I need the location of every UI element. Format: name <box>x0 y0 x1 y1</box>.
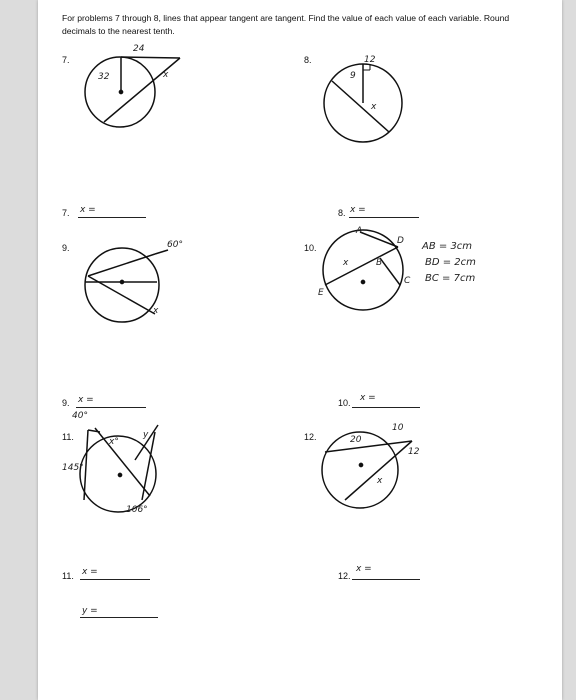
answer-var-7: x = <box>80 205 96 215</box>
answer-label-12: 12. <box>338 571 351 581</box>
answer-var-11: x = <box>82 567 98 577</box>
label-145deg: 145° <box>62 463 84 473</box>
label-x-12: x <box>377 476 383 486</box>
diagram-8 <box>324 64 402 142</box>
label-B: B <box>376 258 383 268</box>
answer-var-11-y: y = <box>82 606 98 616</box>
label-x-11: x° <box>109 437 119 447</box>
answer-line-10[interactable] <box>352 407 420 408</box>
label-12: 12 <box>364 55 376 65</box>
given-BD: BD = 2cm <box>425 257 476 268</box>
label-x-7: x <box>163 70 169 80</box>
answer-line-8[interactable] <box>349 217 419 218</box>
label-y-11: y <box>143 430 149 440</box>
problem-number-10: 10. <box>304 243 317 253</box>
answer-label-8: 8. <box>338 208 346 218</box>
label-D: D <box>397 236 404 246</box>
answer-line-12[interactable] <box>352 579 420 580</box>
label-20: 20 <box>350 435 362 445</box>
answer-label-9: 9. <box>62 398 70 408</box>
answer-label-11: 11. <box>62 571 74 581</box>
problem-number-9: 9. <box>62 243 70 253</box>
answer-var-8: x = <box>350 205 366 215</box>
answer-var-9: x = <box>78 395 94 405</box>
answer-var-12: x = <box>356 564 372 574</box>
label-E: E <box>318 288 324 298</box>
label-60deg: 60° <box>167 240 183 250</box>
label-10: 10 <box>392 423 404 433</box>
diagram-12 <box>322 432 412 508</box>
label-106deg: 106° <box>126 505 148 515</box>
diagram-7 <box>85 57 180 127</box>
label-32: 32 <box>98 72 110 82</box>
label-x-9: x <box>153 306 159 316</box>
given-BC: BC = 7cm <box>425 273 476 284</box>
label-12-p12: 12 <box>408 447 420 457</box>
answer-line-9[interactable] <box>76 407 146 408</box>
label-x-8: x <box>371 102 377 112</box>
instructions: For problems 7 through 8, lines that appear tangent are tangent. Find the value of each value of each variable. Round decimals to the nearest tenth. <box>62 13 510 36</box>
answer-label-10: 10. <box>338 398 351 408</box>
label-24: 24 <box>133 44 145 54</box>
label-A: A <box>356 226 363 236</box>
answer-line-7[interactable] <box>78 217 146 218</box>
label-C: C <box>404 276 411 286</box>
problem-number-11: 11. <box>62 432 74 442</box>
problem-number-12: 12. <box>304 432 317 442</box>
diagram-10 <box>323 230 403 310</box>
answer-label-7: 7. <box>62 208 70 218</box>
problem-number-8: 8. <box>304 55 312 65</box>
answer-line-11-y[interactable] <box>80 617 158 618</box>
answer-var-10: x = <box>360 393 376 403</box>
answer-line-11[interactable] <box>80 579 150 580</box>
label-x-10: x <box>343 258 349 268</box>
label-9: 9 <box>350 71 356 81</box>
given-AB: AB = 3cm <box>422 241 473 252</box>
problem-number-7: 7. <box>62 55 70 65</box>
label-40deg: 40° <box>72 411 88 421</box>
